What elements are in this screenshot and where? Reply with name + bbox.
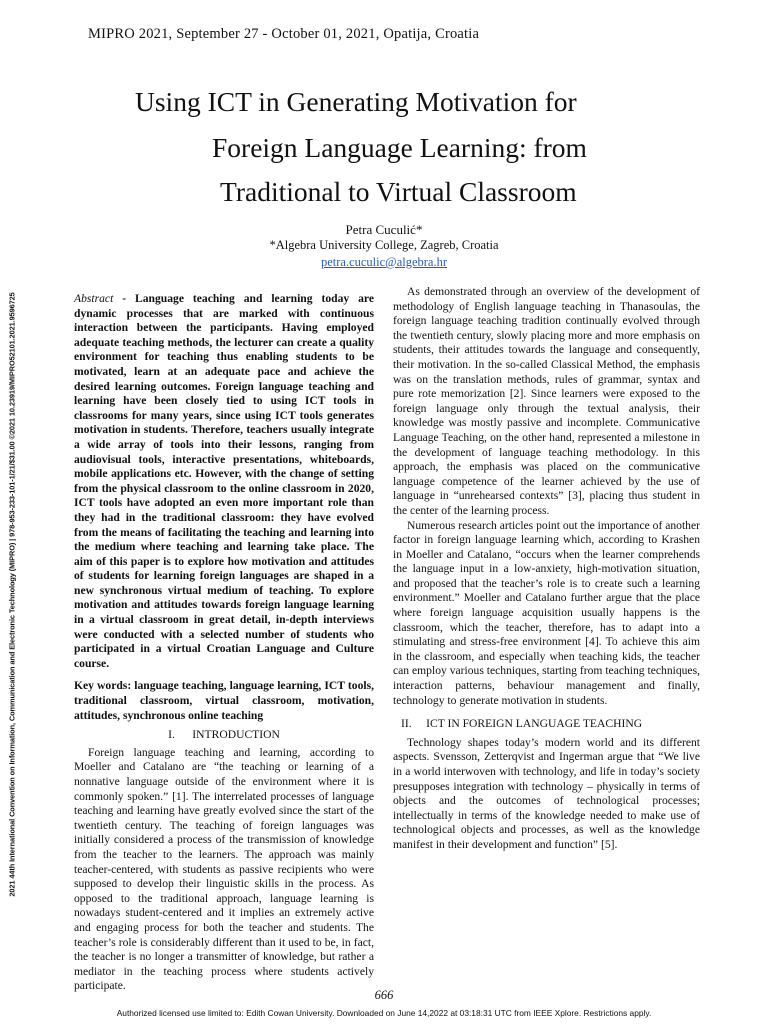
abstract-text: - Language teaching and learning today are dynamic processes that are marked with continuous interaction between the participants. Having employed adequate teaching methods, the lecturer can create a quality environment for teaching thus enabling students to be motivated, learn at an adequate pace and achieve the desired learning outcomes. Foreign language teaching and learning have been closely tied to using ICT tools in classrooms for many years, since using ICT tools generates motivation in students. Therefore, teachers usually integrate a wide array of tools into their lessons, ranging from audiovisual tools, interactive presentations, whiteboards, mobile applications etc. However, with the change of setting from the physical classroom to the online classroom in 2020, ICT tools have adopted an even more important role than they had in the traditional classroom: they have evolved from the means of facilitating the teaching and learning into the medium where teaching and learning take place. The aim of this paper is to explore how motivation and attitudes of students for learning foreign languages are shaped in a new synchronous virtual medium of teaching. To explore motivation and attitudes towards foreign language learning in a virtual classroom in great detail, in-depth interviews were conducted with a selected number of students who participated in a virtual Croatian Language and Culture course. — [74, 292, 374, 670]
intro-paragraph: Foreign language teaching and learning, according to Moeller and Catalano are “the teaching or learning of a nonnative language outside of the environment where it is commonly spoken.” [1]. The interrelated processes of language teaching and learning have greatly evolved since the start of the twentieth century. The teaching of foreign languages was initially considered a process of the transmission of knowledge from the teacher to the learners. The approach was mainly teacher-centered, with students as passive recipients who were supposed to develop their linguistic skills in the process. As opposed to the traditional approach, language learning is nowadays student-centered and it implies an extremely active and engaging process for both the teacher and students. The teacher’s role is considerably different than it used to be, in fact, the teacher is no longer a transmitter of knowledge, but rather a mediator in the teaching process where students actively participate. — [74, 745, 374, 993]
abstract — [74, 292, 374, 671]
paragraph-2: Numerous research articles point out the importance of another factor in foreign language learning which, according to Krashen in Moeller and Catalano, “occurs when the learner comprehends the language input in a low-anxiety, high-motivation situation, and proposed that the teacher’s role is to create such a learning environment.” Moeller and Catalano further argue that the place where foreign language acquisition usually happens is the classroom, which the teacher, therefore, has to adapt into a stimulating and stress-free environment [4]. To achieve this aim in the classroom, and especially when teaching kids, the teacher can employ various techniques, starting from teaching techniques, interaction patterns, behaviour management and finally, technology to generate motivation in students. — [393, 518, 700, 707]
section-heading-introduction: I. INTRODUCTION — [168, 728, 280, 742]
author-email-link[interactable]: petra.cuculic@algebra.hr — [320, 255, 448, 269]
title-line-2: Foreign Language Learning: from — [212, 132, 587, 163]
title-line-1: Using ICT in Generating Motivation for — [135, 86, 577, 117]
abstract-label: Abstract — [74, 292, 114, 305]
author-affiliation: *Algebra University College, Zagreb, Croatia — [269, 238, 499, 252]
left-column — [74, 292, 374, 994]
right-column — [393, 285, 700, 853]
keywords: Key words: language teaching, language learning, ICT tools, traditional classroom, virtual classroom, motivation, attitudes, synchronous online teaching — [74, 679, 374, 722]
sidebar-citation: 2021 44th International Convention on Information, Communication and Electronic Technology (MIPRO) | 978-953-233-101-1/21/$31.00 ©2021 10.23919/MIPRO52101.2021.9596725 — [7, 292, 17, 897]
author-name: Petra Cuculić* — [345, 222, 423, 237]
paragraph-3: Technology shapes today’s modern world and its different aspects. Svensson, Zetterqvist and Ingerman argue that “We live in a world interwoven with technology, and life in today’s society presupposes integration with technology – physically in terms of objects and the outcomes of technological processes; intellectually in terms of the knowledge needed to make use of technological objects and processes, as well as the knowledge manifest in their development and function” [5]. — [393, 735, 700, 851]
page-number: 666 — [374, 988, 394, 1002]
section-heading-ict: II. ICT IN FOREIGN LANGUAGE TEACHING — [401, 717, 643, 731]
conference-header: MIPRO 2021, September 27 - October 01, 2021, Opatija, Croatia — [88, 26, 480, 42]
license-footer: Authorized licensed use limited to: Edith Cowan University. Downloaded on June 14,2022 at 03:18:31 UTC from IEEE Xplore. Restrictions apply. — [116, 1008, 652, 1018]
title-line-3: Traditional to Virtual Classroom — [220, 176, 577, 207]
paragraph-1: As demonstrated through an overview of the development of methodology of English language teaching in Thanasoulas, the foreign language teaching tradition continually evolved through the twentieth century, slowly placing more and more emphasis on students, their attitudes towards the language and consequently, their motivation. In the so-called Classical Method, the emphasis was on the translation methods, rules of grammar, syntax and pure rote memorization [2]. Since learners were exposed to the foreign language only through the textual analysis, their knowledge was mostly passive and incomplete. Communicative Language Teaching, on the other hand, represented a milestone in the development of language teaching methodology. In this approach, the emphasis was placed on the communicative language competence of the learner achieved by the use of language in “unrehearsed contexts” [3], placing thus student in the center of the learning process. — [393, 285, 700, 517]
